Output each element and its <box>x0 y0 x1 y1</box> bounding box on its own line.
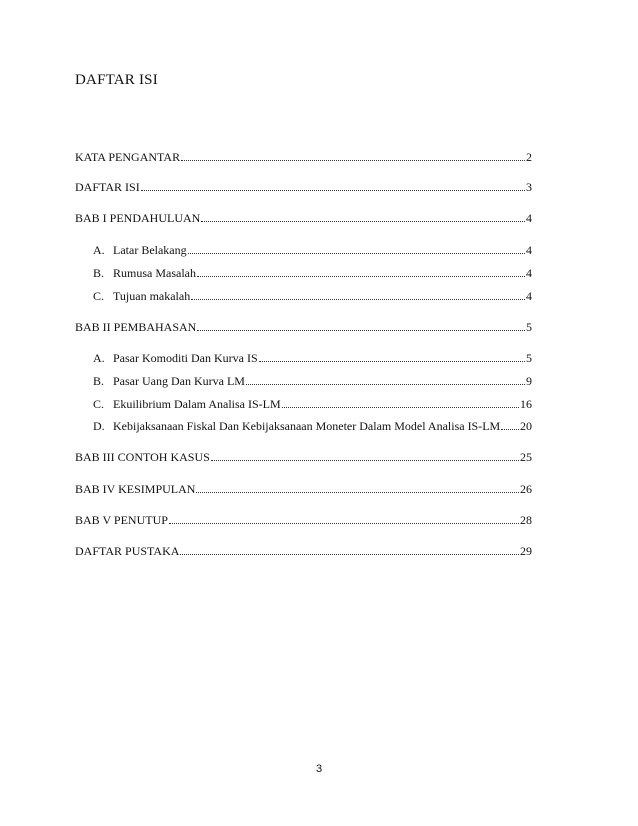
toc-entry-number: B. <box>93 266 105 280</box>
toc-entry-latar-belakang[interactable] <box>93 243 532 257</box>
toc-entry-number: C. <box>93 289 105 303</box>
leader-dots <box>188 243 525 254</box>
leader-dots <box>181 150 525 161</box>
leader-dots <box>197 266 525 277</box>
leader-dots <box>201 211 525 222</box>
toc-entry-label: BAB I PENDAHULUAN <box>75 211 201 225</box>
toc-entry-page: 4 <box>526 211 532 225</box>
toc-entry-page: 29 <box>520 544 532 558</box>
toc-entry-kebijaksanaan[interactable] <box>93 419 532 433</box>
toc-entry-page: 4 <box>526 266 532 280</box>
toc-entry-number: B. <box>93 374 105 388</box>
toc-entry-label: BAB V PENUTUP <box>75 513 168 527</box>
toc-entry-label: Kebijaksanaan Fiskal Dan Kebijaksanaan Moneter Dalam Model Analisa IS-LM <box>113 419 501 433</box>
toc-entry-page: 5 <box>526 320 532 334</box>
leader-dots <box>246 374 525 385</box>
toc-entry-bab-3[interactable] <box>75 450 532 464</box>
toc-entry-bab-4[interactable] <box>75 482 532 496</box>
toc-entry-tujuan-makalah[interactable] <box>93 289 532 303</box>
toc-entry-pasar-komoditi[interactable] <box>93 351 532 365</box>
toc-entry-page: 28 <box>520 513 532 527</box>
page-number: 3 <box>315 763 323 775</box>
toc-entry-pasar-uang[interactable] <box>93 374 532 388</box>
toc-entry-ekuilibrium[interactable] <box>93 397 532 411</box>
leader-dots <box>191 289 525 300</box>
toc-entry-number: A. <box>93 351 105 365</box>
leader-dots <box>141 180 525 191</box>
toc-entry-bab-5[interactable] <box>75 513 532 527</box>
toc-heading: DAFTAR ISI <box>75 72 158 88</box>
toc-entry-label: BAB III CONTOH KASUS <box>75 450 210 464</box>
toc-entry-page: 25 <box>520 450 532 464</box>
leader-dots <box>259 351 525 362</box>
toc-entry-label: DAFTAR ISI <box>75 180 140 194</box>
leader-dots <box>180 544 519 555</box>
toc-entry-number: C. <box>93 397 105 411</box>
toc-entry-label: Ekuilibrium Dalam Analisa IS-LM <box>113 397 281 411</box>
leader-dots <box>501 419 519 430</box>
toc-entry-number: A. <box>93 243 105 257</box>
toc-entry-label: Pasar Uang Dan Kurva LM <box>113 374 245 388</box>
toc-entry-label: Tujuan makalah <box>113 289 191 303</box>
toc-entry-page: 16 <box>520 397 532 411</box>
toc-entry-page: 20 <box>520 419 532 433</box>
toc-entry-page: 3 <box>526 180 532 194</box>
toc-entry-page: 4 <box>526 243 532 257</box>
toc-entry-daftar-isi[interactable] <box>75 180 532 194</box>
toc-entry-label: Rumusa Masalah <box>113 266 196 280</box>
leader-dots <box>169 513 519 524</box>
leader-dots <box>282 397 519 408</box>
toc-entry-page: 9 <box>526 374 532 388</box>
toc-entry-rumusan-masalah[interactable] <box>93 266 532 280</box>
leader-dots <box>197 320 525 331</box>
toc-entry-page: 26 <box>520 482 532 496</box>
toc-entry-kata-pengantar[interactable] <box>75 150 532 164</box>
toc-entry-label: BAB II PEMBAHASAN <box>75 320 197 334</box>
toc-entry-daftar-pustaka[interactable] <box>75 544 532 558</box>
toc-entry-page: 5 <box>526 351 532 365</box>
toc-entry-bab-1[interactable] <box>75 211 532 225</box>
toc-entry-label: Pasar Komoditi Dan Kurva IS <box>113 351 258 365</box>
leader-dots <box>211 450 519 461</box>
toc-entry-page: 2 <box>526 150 532 164</box>
leader-dots <box>196 482 519 493</box>
toc-entry-label: DAFTAR PUSTAKA <box>75 544 180 558</box>
toc-entry-label: Latar Belakang <box>113 243 187 257</box>
toc-entry-bab-2[interactable] <box>75 320 532 334</box>
toc-entry-label: BAB IV KESIMPULAN <box>75 482 196 496</box>
toc-entry-page: 4 <box>526 289 532 303</box>
toc-entry-label: KATA PENGANTAR <box>75 150 181 164</box>
toc-entry-number: D. <box>93 419 105 433</box>
